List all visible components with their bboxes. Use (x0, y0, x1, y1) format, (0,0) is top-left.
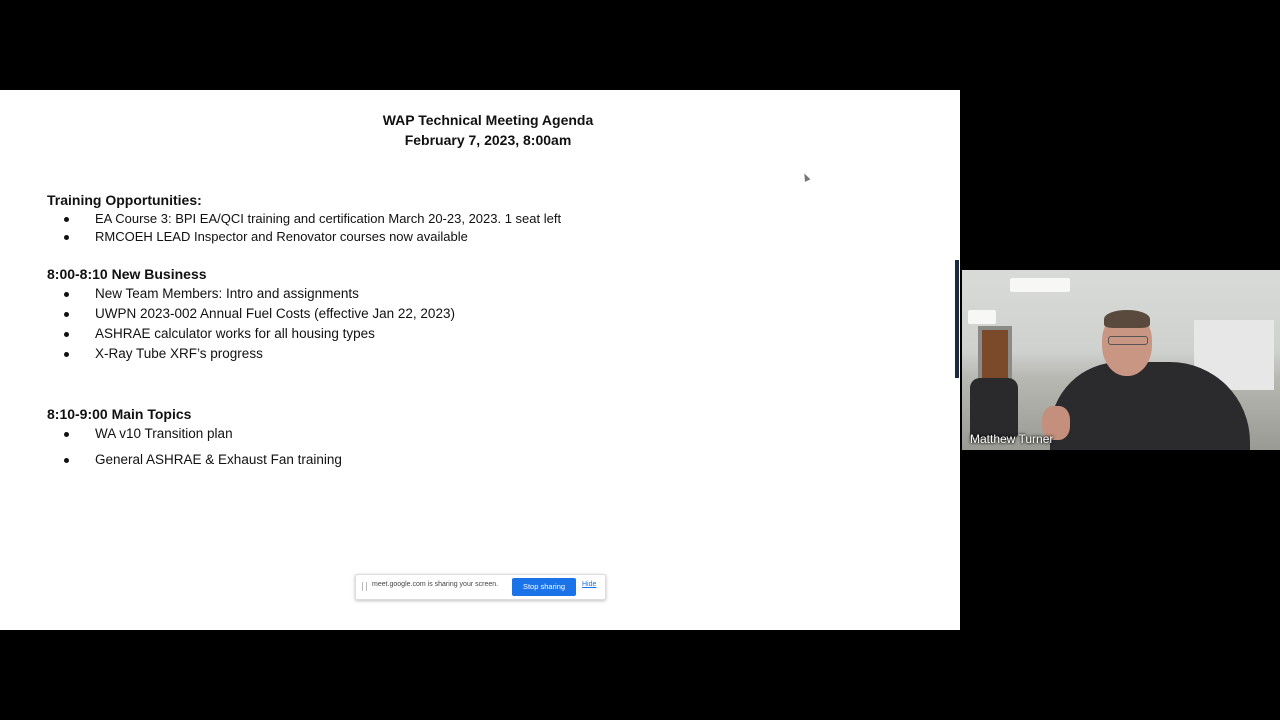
panel-edge (955, 260, 959, 378)
section-heading-training: Training Opportunities: (47, 192, 202, 208)
list-item: New Team Members: Intro and assignments (95, 286, 359, 301)
screen-share-bar (355, 574, 606, 600)
list-item: UWPN 2023-002 Annual Fuel Costs (effective Jan 22, 2023) (95, 306, 455, 321)
bullet-icon (64, 312, 69, 317)
ceiling-light (968, 310, 996, 324)
list-item: X-Ray Tube XRF’s progress (95, 346, 263, 361)
bullet-icon (64, 432, 69, 437)
shared-screen-slide (0, 90, 960, 630)
stop-sharing-button[interactable]: Stop sharing (512, 578, 576, 596)
ceiling-light (1010, 278, 1070, 292)
list-item: General ASHRAE & Exhaust Fan training (95, 452, 342, 467)
list-item: EA Course 3: BPI EA/QCI training and certification March 20-23, 2023. 1 seat left (95, 211, 562, 226)
drag-handle-icon[interactable] (362, 582, 367, 591)
list-item: RMCOEH LEAD Inspector and Renovator courses now available (95, 229, 468, 244)
section-heading-new-business: 8:00-8:10 New Business (47, 266, 207, 282)
chair (970, 378, 1018, 438)
participant-name: Matthew Turner (970, 432, 1054, 446)
bullet-icon (64, 332, 69, 337)
hide-link[interactable]: Hide (582, 581, 597, 588)
glasses (1108, 336, 1148, 345)
bullet-icon (64, 352, 69, 357)
person-hair (1104, 310, 1150, 328)
slide-date: February 7, 2023, 8:00am (404, 132, 572, 148)
section-heading-main-topics: 8:10-9:00 Main Topics (47, 406, 192, 422)
bullet-icon (64, 217, 69, 222)
participant-video-tile[interactable] (962, 270, 1280, 450)
slide-title: WAP Technical Meeting Agenda (382, 112, 594, 128)
share-message: meet.google.com is sharing your screen. (372, 581, 499, 588)
list-item: ASHRAE calculator works for all housing types (95, 326, 375, 341)
list-item: WA v10 Transition plan (95, 426, 233, 441)
mouse-cursor-icon (802, 172, 811, 182)
bullet-icon (64, 458, 69, 463)
bullet-icon (64, 235, 69, 240)
bullet-icon (64, 292, 69, 297)
